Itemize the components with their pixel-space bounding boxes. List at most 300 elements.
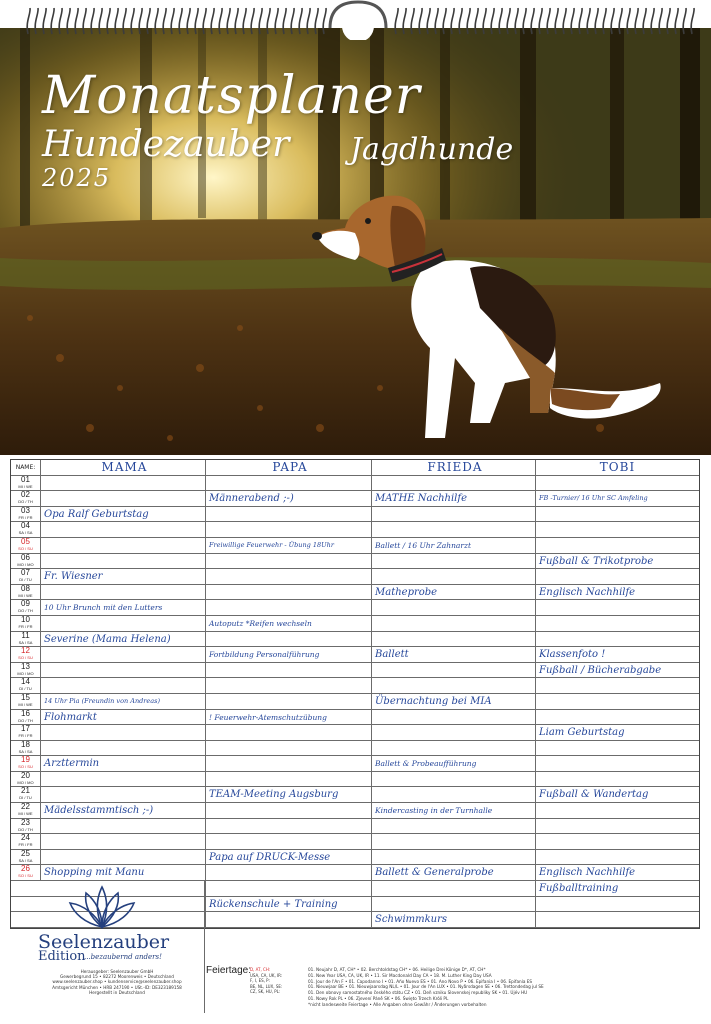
- entry-tobi[interactable]: Fußball & Trikotprobe: [539, 555, 654, 567]
- logo-tagline: ...bezaubernd anders!: [84, 953, 162, 961]
- day-row: [11, 865, 699, 881]
- spiral-coil: [603, 8, 606, 34]
- spiral-coil: [107, 8, 110, 34]
- day-cell: [11, 741, 41, 756]
- entry-mama[interactable]: [41, 787, 206, 802]
- entry-tobi[interactable]: [536, 507, 696, 522]
- spiral-coil: [507, 8, 510, 34]
- day-number: 17: [21, 725, 30, 734]
- day-cell: [11, 647, 41, 662]
- entry-papa[interactable]: [206, 772, 372, 787]
- spiral-coil: [595, 8, 598, 34]
- entry-mama[interactable]: [41, 678, 206, 693]
- spiral-coil: [491, 8, 494, 34]
- spiral-coil: [539, 8, 542, 34]
- spiral-coil: [51, 8, 54, 34]
- day-row: [11, 741, 699, 757]
- day-row: [11, 522, 699, 538]
- spiral-coil: [451, 8, 454, 34]
- entry-mama[interactable]: Mädelsstammtisch ;-): [41, 803, 206, 818]
- entry-mama[interactable]: 10 Uhr Brunch mit den Lutters: [41, 600, 206, 615]
- spiral-coil: [99, 8, 102, 34]
- day-number: 15: [21, 693, 30, 702]
- day-number: 09: [21, 600, 30, 609]
- holidays-list: [308, 967, 698, 1008]
- entry-frieda[interactable]: Matheprobe: [372, 585, 536, 600]
- day-row: [11, 647, 699, 663]
- entry-tobi[interactable]: [536, 616, 696, 631]
- entry-papa[interactable]: [206, 803, 372, 818]
- calendar-year: 2025: [42, 164, 112, 192]
- entry-tobi[interactable]: [536, 756, 696, 771]
- entry-frieda[interactable]: [372, 678, 536, 693]
- weekday-label: MI / WE: [18, 701, 33, 707]
- day-cell: [11, 491, 41, 506]
- entry-papa[interactable]: Autoputz *Reifen wechseln: [206, 616, 372, 631]
- entry-tobi[interactable]: [536, 803, 696, 818]
- entry-frieda[interactable]: [372, 554, 536, 569]
- weekday-label: SO / SU: [18, 655, 33, 661]
- day-number: 13: [21, 662, 30, 671]
- day-row: [11, 554, 699, 570]
- day-row: [11, 507, 699, 523]
- entry-tobi[interactable]: [536, 600, 696, 615]
- entry-tobi[interactable]: [536, 819, 696, 834]
- entry-mama[interactable]: [41, 538, 206, 553]
- weekday-label: DO / TH: [18, 608, 33, 614]
- entry-papa[interactable]: [206, 834, 372, 849]
- entry-mama[interactable]: Arzttermin: [41, 756, 206, 771]
- spiral-coil: [323, 8, 326, 34]
- publisher-line: Amtsgericht München • HRB 247190 • USt.-ID: DE323189158: [52, 984, 182, 990]
- entry-papa[interactable]: [206, 600, 372, 615]
- day-number: 02: [21, 491, 30, 500]
- holiday-code: D, AT, CH:: [250, 967, 271, 972]
- entry-mama[interactable]: Opa Ralf Geburtstag: [41, 507, 206, 522]
- spiral-coil: [427, 8, 430, 34]
- column-header-papa: PAPA: [206, 460, 372, 475]
- entry-tobi[interactable]: [536, 694, 696, 709]
- entry-papa[interactable]: Papa auf DRUCK-Messe: [206, 850, 372, 865]
- entry-papa[interactable]: [206, 663, 372, 678]
- day-cell: [11, 616, 41, 631]
- entry-frieda[interactable]: [372, 819, 536, 834]
- entry-mama[interactable]: [41, 663, 206, 678]
- spiral-coil: [179, 8, 182, 34]
- day-row: [11, 756, 699, 772]
- day-cell: [11, 569, 41, 584]
- day-cell: [11, 476, 41, 491]
- weekday-label: SA / SA: [18, 748, 33, 754]
- entry-mama[interactable]: [41, 522, 206, 537]
- entry-frieda[interactable]: [372, 772, 536, 787]
- entry-frieda[interactable]: [372, 663, 536, 678]
- entry-tobi[interactable]: [536, 678, 696, 693]
- day-number: 25: [21, 849, 30, 858]
- entry-papa[interactable]: [206, 507, 372, 522]
- spiral-coil: [499, 8, 502, 34]
- entry-frieda[interactable]: [372, 710, 536, 725]
- column-header-frieda: FRIEDA: [372, 460, 536, 475]
- entry-mama[interactable]: Flohmarkt: [41, 710, 206, 725]
- day-number: 19: [21, 756, 30, 765]
- day-number: 06: [21, 553, 30, 562]
- entry-frieda[interactable]: [372, 616, 536, 631]
- entry-papa[interactable]: [206, 554, 372, 569]
- spiral-coil: [579, 8, 582, 34]
- spiral-coil: [467, 8, 470, 34]
- day-row: [11, 600, 699, 616]
- holidays-country-codes: [250, 967, 306, 995]
- entry-tobi[interactable]: [536, 834, 696, 849]
- entry-mama[interactable]: [41, 554, 206, 569]
- day-cell: [11, 834, 41, 849]
- spiral-coil: [443, 8, 446, 34]
- weekday-label: FR / FR: [18, 514, 33, 520]
- cover-photo: [0, 28, 711, 455]
- entry-frieda[interactable]: Ballett: [372, 647, 536, 662]
- day-row: [11, 710, 699, 726]
- spiral-coil: [187, 8, 190, 34]
- spiral-coil: [67, 8, 70, 34]
- entry-mama[interactable]: [41, 834, 206, 849]
- weekday-label: MO / MO: [17, 561, 34, 567]
- entry-tobi[interactable]: [536, 632, 696, 647]
- entry-mama[interactable]: Severine (Mama Helena): [41, 632, 206, 647]
- spiral-coil: [523, 8, 526, 34]
- day-row: [11, 632, 699, 648]
- calendar-subtitle-theme: Jagdhunde: [350, 132, 514, 167]
- weekday-label: DO / TH: [18, 499, 33, 505]
- entry-frieda[interactable]: MATHE Nachhilfe: [372, 491, 536, 506]
- spiral-coil: [267, 8, 270, 34]
- spiral-coil: [147, 8, 150, 34]
- entry-frieda[interactable]: Ballett & Probeaufführung: [372, 756, 536, 771]
- weekday-label: DI / TU: [19, 577, 32, 583]
- day-cell: [11, 632, 41, 647]
- day-number: 10: [21, 615, 30, 624]
- entry-mama[interactable]: [41, 850, 206, 865]
- entry-tobi[interactable]: [536, 850, 696, 865]
- entry-tobi[interactable]: [536, 569, 696, 584]
- publisher-logo-box: [10, 881, 205, 1013]
- weekday-label: DO / TH: [18, 717, 33, 723]
- day-cell: [11, 694, 41, 709]
- day-cell: [11, 850, 41, 865]
- day-cell: [11, 522, 41, 537]
- day-number: 07: [21, 569, 30, 578]
- spiral-coil: [531, 8, 534, 34]
- weekday-label: SA / SA: [18, 530, 33, 536]
- entry-mama[interactable]: [41, 741, 206, 756]
- spiral-coil: [131, 8, 134, 34]
- spiral-coil: [227, 8, 230, 34]
- holiday-line: 01. Nieuwjaar BE • 01. Nieuwjaarsdag NL/L • 01. Jour de l'An LUX • 01. Nyårsdagen SE • 06. Trettondedag jul SE: [308, 984, 544, 990]
- entry-mama[interactable]: [41, 772, 206, 787]
- day-cell: [11, 600, 41, 615]
- entry-frieda[interactable]: [372, 850, 536, 865]
- holiday-line: 01. Jour de l'An F • 01. Capodanno I • 01. Año Nuevo ES • 01. Ano Novo P • 06. Epifania I • 06. Epifanía ES: [308, 978, 533, 984]
- entry-mama[interactable]: Fr. Wiesner: [41, 569, 206, 584]
- spiral-coil: [307, 8, 310, 34]
- entry-frieda[interactable]: [372, 741, 536, 756]
- entry-papa[interactable]: [206, 725, 372, 740]
- entry-papa[interactable]: [206, 522, 372, 537]
- spiral-coil: [611, 8, 614, 34]
- spiral-coil: [403, 8, 406, 34]
- day-row: [11, 538, 699, 554]
- entry-tobi[interactable]: [536, 538, 696, 553]
- day-row: [11, 616, 699, 632]
- spiral-coil: [675, 8, 678, 34]
- entry-tobi[interactable]: Klassenfoto !: [539, 649, 606, 661]
- day-number: 14: [21, 678, 30, 687]
- spiral-coil: [75, 8, 78, 34]
- day-row: [11, 803, 699, 819]
- weekday-label: SO / SU: [18, 873, 33, 879]
- spiral-coil: [35, 8, 38, 34]
- entry-tobi[interactable]: Fußball / Bücherabgabe: [539, 664, 662, 676]
- spiral-coil: [275, 8, 278, 34]
- day-row: [11, 819, 699, 835]
- entry-mama[interactable]: 14 Uhr Pia (Freundin von Andreas): [41, 694, 206, 709]
- day-number: 20: [21, 771, 30, 780]
- entry-frieda[interactable]: [372, 834, 536, 849]
- holidays-label: Feiertage:: [206, 965, 252, 976]
- header-row: [11, 460, 699, 476]
- entry-tobi[interactable]: [536, 741, 696, 756]
- entry-papa[interactable]: [206, 476, 372, 491]
- day-cell: [11, 772, 41, 787]
- entry-tobi[interactable]: Englisch Nachhilfe: [539, 586, 636, 598]
- entry-papa[interactable]: [206, 865, 372, 880]
- spiral-coil: [291, 8, 294, 34]
- entry-tobi[interactable]: Englisch Nachhilfe: [539, 867, 636, 879]
- name-label: NAME:: [11, 460, 41, 475]
- spiral-coil: [635, 8, 638, 34]
- entry-frieda[interactable]: Kindercasting in der Turnhalle: [372, 803, 536, 818]
- day-cell: [11, 678, 41, 693]
- day-cell: [11, 865, 41, 880]
- day-row: [11, 694, 699, 710]
- logo-brand-name: Seelenzauber: [38, 931, 170, 953]
- entry-papa[interactable]: [206, 694, 372, 709]
- publisher-line: www.seelenzauber.shop • kundenservice@seelenzauber.shop: [52, 979, 182, 985]
- entry-papa[interactable]: Männerabend ;-): [206, 491, 372, 506]
- spiral-coil: [659, 8, 662, 34]
- day-number: 11: [21, 631, 30, 640]
- spiral-coil: [651, 8, 654, 34]
- entry-papa[interactable]: [206, 632, 372, 647]
- entry-tobi[interactable]: Fußballtraining: [539, 883, 619, 895]
- entry-mama[interactable]: [41, 585, 206, 600]
- spiral-coil: [283, 8, 286, 34]
- entry-papa[interactable]: [206, 756, 372, 771]
- weekday-label: DO / TH: [18, 826, 33, 832]
- day-cell: [11, 725, 41, 740]
- spiral-coil: [683, 8, 686, 34]
- entry-papa[interactable]: Fortbildung Personalführung: [206, 647, 372, 662]
- day-cell: [11, 787, 41, 802]
- spiral-coil: [667, 8, 670, 34]
- entry-papa[interactable]: [206, 585, 372, 600]
- calendar-title: Monatsplaner: [42, 66, 421, 126]
- weekday-label: FR / FR: [18, 623, 33, 629]
- spiral-coil: [555, 8, 558, 34]
- entry-papa[interactable]: [206, 678, 372, 693]
- calendar-subtitle: Hundezauber: [42, 124, 290, 165]
- entry-frieda[interactable]: [372, 725, 536, 740]
- weekday-label: MI / WE: [18, 592, 33, 598]
- spiral-coil: [235, 8, 238, 34]
- spiral-coil: [251, 8, 254, 34]
- entry-mama[interactable]: [41, 491, 206, 506]
- spiral-coil: [395, 8, 398, 34]
- entry-tobi[interactable]: [536, 476, 696, 491]
- entry-frieda[interactable]: [372, 787, 536, 802]
- column-header-tobi: TOBI: [599, 460, 636, 474]
- day-number: 26: [21, 865, 30, 874]
- spiral-binding: [0, 0, 711, 40]
- day-cell: [11, 663, 41, 678]
- entry-frieda[interactable]: [372, 600, 536, 615]
- weekday-label: MI / WE: [18, 483, 33, 489]
- day-number: 16: [21, 709, 30, 718]
- weekday-label: SO / SU: [18, 545, 33, 551]
- weekday-label: MO / MO: [17, 779, 34, 785]
- day-cell: [11, 585, 41, 600]
- day-cell: [11, 710, 41, 725]
- spiral-coil: [435, 8, 438, 34]
- entry-mama[interactable]: [41, 647, 206, 662]
- spiral-coil: [691, 8, 694, 34]
- entry-papa[interactable]: Rückenschule + Training: [206, 897, 372, 912]
- weekday-label: FR / FR: [18, 733, 33, 739]
- entry-frieda[interactable]: Ballett & Generalprobe: [372, 865, 536, 880]
- weekday-label: SO / SU: [18, 764, 33, 770]
- entry-frieda[interactable]: [372, 569, 536, 584]
- day-cell: [11, 538, 41, 553]
- lotus-logo-icon: [62, 883, 142, 931]
- day-row: [11, 787, 699, 803]
- spiral-coil: [483, 8, 486, 34]
- day-row: [11, 678, 699, 694]
- entry-mama[interactable]: [41, 616, 206, 631]
- entry-frieda[interactable]: Übernachtung bei MIA: [372, 694, 536, 709]
- day-row: [11, 834, 699, 850]
- logo-edition: Edition: [38, 949, 86, 964]
- weekday-label: FR / FR: [18, 842, 33, 848]
- entry-mama[interactable]: Shopping mit Manu: [41, 865, 206, 880]
- entry-papa[interactable]: [206, 819, 372, 834]
- planner-grid: [10, 459, 700, 929]
- entry-papa[interactable]: [206, 569, 372, 584]
- day-cell: [11, 554, 41, 569]
- day-number: 23: [21, 818, 30, 827]
- spiral-coil: [571, 8, 574, 34]
- spiral-coil: [59, 8, 62, 34]
- day-number: 04: [21, 522, 30, 531]
- publisher-line: Herausgeber: Seelenzauber GmbH: [80, 969, 154, 974]
- spiral-coil: [139, 8, 142, 34]
- column-header-mama: MAMA: [41, 460, 206, 475]
- day-number: 18: [21, 740, 30, 749]
- footer: [10, 881, 700, 1013]
- entry-frieda[interactable]: Ballett / 16 Uhr Zahnarzt: [372, 538, 536, 553]
- day-number: 21: [21, 787, 30, 796]
- day-number: 03: [21, 506, 30, 515]
- day-number: 12: [21, 647, 30, 656]
- spiral-coil: [563, 8, 566, 34]
- day-row: [11, 569, 699, 585]
- spiral-coil: [163, 8, 166, 34]
- holiday-line: 01. Den obnovy samostatného českého státu CZ • 01. Deň vzniku Slovenskej republiky SK • 01. Újév HU: [308, 990, 528, 996]
- entry-mama[interactable]: [41, 725, 206, 740]
- spiral-coil: [243, 8, 246, 34]
- entry-tobi[interactable]: Fußball & Wandertag: [539, 789, 649, 801]
- holiday-line: 01. Neujahr D, AT, CH* • 02. Berchtoldstag CH* • 06. Heilige Drei Könige D*, AT, CH*: [308, 967, 486, 972]
- entry-papa[interactable]: TEAM-Meeting Augsburg: [206, 787, 372, 802]
- day-number: 08: [21, 584, 30, 593]
- entry-mama[interactable]: [41, 819, 206, 834]
- publisher-info: [32, 969, 202, 995]
- spiral-coil: [171, 8, 174, 34]
- publisher-line: Hergestellt in Deutschland: [89, 989, 145, 995]
- entry-mama[interactable]: [41, 476, 206, 491]
- holiday-code: CZ, SK, HU, PL:: [250, 989, 281, 994]
- holiday-code: USA, CA, UK, IR:: [250, 972, 283, 978]
- spiral-coil: [259, 8, 262, 34]
- spiral-coil: [587, 8, 590, 34]
- entry-frieda[interactable]: [372, 507, 536, 522]
- spiral-coil: [515, 8, 518, 34]
- spiral-coil: [155, 8, 158, 34]
- day-row: [11, 663, 699, 679]
- holiday-line: *nicht landesweite Feiertage • Alle Angaben ohne Gewähr / Änderungen vorbehalten: [308, 1001, 487, 1007]
- holiday-line: 01. Nowy Rok PL • 06. Zjevení Páně SK • 06. Święto Trzech Króli PL: [308, 995, 449, 1001]
- entry-frieda[interactable]: [372, 476, 536, 491]
- entry-tobi[interactable]: [536, 772, 696, 787]
- entry-frieda[interactable]: [372, 522, 536, 537]
- entry-frieda[interactable]: Schwimmkurs: [372, 912, 536, 927]
- spiral-coil: [83, 8, 86, 34]
- entry-tobi[interactable]: [536, 710, 696, 725]
- spiral-coil: [547, 8, 550, 34]
- publisher-line: Gewerbegrund 15 • 82272 Moorenweis • Deutschland: [60, 974, 174, 980]
- weekday-label: MO / MO: [17, 670, 34, 676]
- entry-papa[interactable]: Freiwillige Feuerwehr - Übung 18Uhr: [206, 538, 372, 553]
- day-row: [11, 772, 699, 788]
- spiral-coil: [299, 8, 302, 34]
- entry-papa[interactable]: ! Feuerwehr-Atemschutzübung: [206, 710, 372, 725]
- entry-frieda[interactable]: [372, 632, 536, 647]
- weekday-label: DI / TU: [19, 795, 32, 801]
- entry-papa[interactable]: [206, 741, 372, 756]
- entry-tobi[interactable]: [536, 522, 696, 537]
- day-number: 22: [21, 803, 30, 812]
- day-cell: [11, 803, 41, 818]
- spiral-coil: [411, 8, 414, 34]
- entry-tobi[interactable]: Liam Geburtstag: [539, 727, 625, 739]
- spiral-coil: [123, 8, 126, 34]
- day-row: [11, 491, 699, 507]
- weekday-label: SA / SA: [18, 639, 33, 645]
- day-row: [11, 725, 699, 741]
- spiral-coil: [315, 8, 318, 34]
- spiral-coil: [91, 8, 94, 34]
- weekday-label: SA / SA: [18, 857, 33, 863]
- entry-tobi[interactable]: FB -Turnier/ 16 Uhr SC Amfeling: [539, 494, 648, 503]
